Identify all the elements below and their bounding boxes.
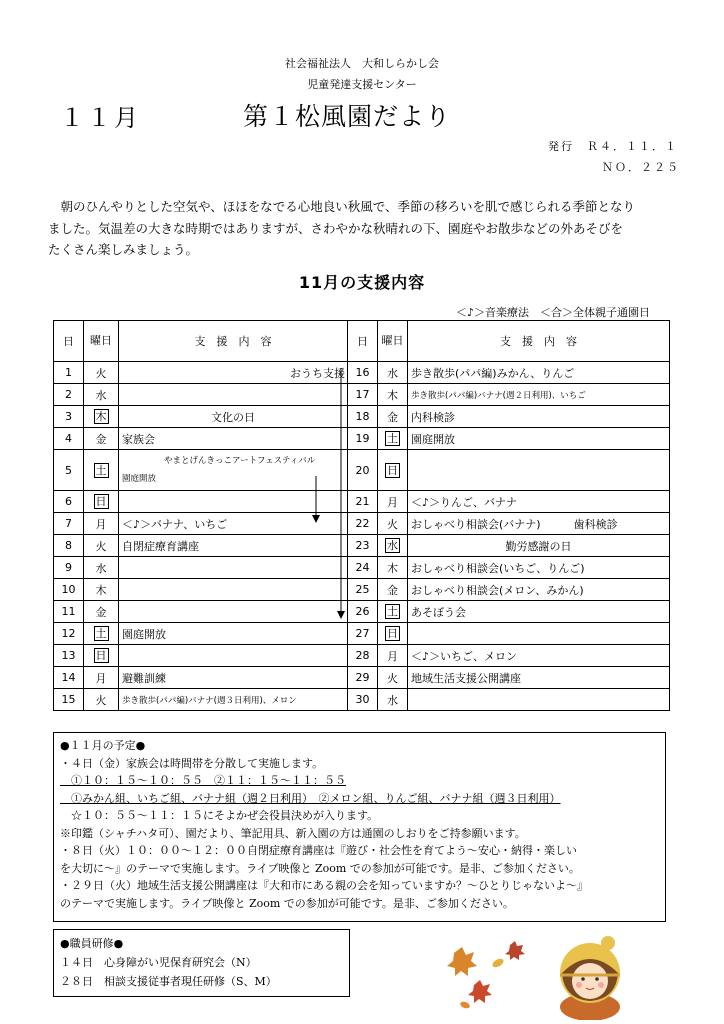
weekday: 月 [378,491,408,513]
holiday-weekday-box: 日 [387,627,398,640]
weekday: 木 [378,384,408,406]
weekday: 水 [84,557,119,579]
weekday: 水 [378,362,408,384]
header-day: 日 [54,321,84,362]
center-name: 児童発達支援センター [307,78,417,91]
day-number: 17 [348,384,378,406]
support-content: 歩き散歩(パパ編)バナナ(週２日利用)、いちご [408,384,670,406]
schedule-line: ・８日（火）１０：００〜１２：００自閉症療育講座は『遊び・社会性を育てよう〜安心・納得・楽しい [60,844,577,857]
holiday-weekday-box: 土 [95,463,107,477]
day-number: 15 [54,689,84,711]
weekday: 水 [84,384,119,406]
support-content: おうち支援 [119,362,348,384]
support-content: 家族会 [119,428,348,450]
day-number: 21 [348,491,378,513]
weekday: 金 [378,406,408,428]
header-weekday: 曜日 [84,321,119,362]
holiday-weekday-box: 土 [95,627,107,640]
schedule-box-title: ●１１月の予定● [60,739,146,752]
day-number: 19 [348,428,378,450]
intro-line: 朝のひんやりとした空気や、ほほをなでる心地良い秋風で、季節の移ろいを肌で感じられる季節となり [48,199,636,214]
issue-date: 発行 Ｒ４．１１．１ [548,140,678,153]
event-line: やまとげんきっこアートフェスティバル [164,456,316,466]
weekday: 火 [84,689,119,711]
schedule-line: ①みかん組、いちご組、バナナ組（週２日利用） ②メロン組、りんご組、バナナ組（週３日利用） [60,791,561,805]
girl-icon [560,936,620,1020]
day-number: 26 [348,601,378,623]
weekday: 月 [84,513,119,535]
weekday: 火 [378,513,408,535]
weekday: 木 [84,579,119,601]
header-content: 支 援 内 容 [119,321,348,362]
legend: ＜♪＞音楽療法 ＜合＞全体親子通園日 [456,306,651,319]
day-number: 24 [348,557,378,579]
day-number: 13 [54,645,84,667]
support-content: おしゃべり相談会(いちご、りんご) [408,557,670,579]
weekday: 水 [378,689,408,711]
weekday: 月 [378,645,408,667]
support-content: あそぼう会 [408,601,670,623]
holiday-weekday-box: 日 [95,649,107,662]
support-content: 避難訓練 [119,667,348,689]
day-number: 29 [348,667,378,689]
support-content: ＜♪＞りんご、バナナ [408,491,670,513]
event-line: 園庭開放 [122,474,157,484]
weekday: 月 [84,667,119,689]
arrow-icon [337,368,345,619]
schedule-line: ・４日（金）家族会は時間帯を分散して実施します。 [60,756,324,770]
day-number: 2 [54,384,84,406]
day-number: 10 [54,579,84,601]
weekday: 金 [378,579,408,601]
autumn-girl-illustration [440,925,640,1020]
day-number: 14 [54,667,84,689]
header-weekday: 曜日 [378,321,408,362]
schedule-line: を大切に〜』のテーマで実施します。ライブ映像と Zoom での参加が可能です。是非、ご参加ください。 [60,861,580,875]
weekday: 金 [84,428,119,450]
staff-training-box [53,929,350,997]
falling-leaves-icon [447,941,525,1010]
support-content: 自閉症療育講座 [119,535,348,557]
weekday: 火 [84,362,119,384]
day-number: 28 [348,645,378,667]
support-content: 園庭開放 [408,428,670,450]
day-number: 22 [348,513,378,535]
day-number: 23 [348,535,378,557]
support-content: 文化の日 [119,406,348,428]
support-content: ＜♪＞いちご、メロン [408,645,670,667]
day-number: 6 [54,491,84,513]
arrow-icon [312,476,320,523]
day-number: 25 [348,579,378,601]
day-number: 5 [54,450,84,491]
schedule-line: ①１０：１５〜１０：５５ ②１１：１５〜１１：５５ [60,774,346,787]
day-number: 18 [348,406,378,428]
issue-number: ＮＯ．２２５ [602,161,680,174]
intro-line: ました。気温差の大きな時期ではありますが、さわやかな秋晴れの下、園庭やお散歩などの外あそびを [48,220,624,236]
schedule-line: ☆１０：５５〜１１：１５にそよかぜ会役員決めが入ります。 [60,809,379,822]
training-title: ●職員研修● [60,937,124,950]
day-number: 12 [54,623,84,645]
support-content: 地域生活支援公開講座 [408,667,670,689]
header-content: 支 援 内 容 [408,321,670,362]
weekday: 木 [378,557,408,579]
org-name: 社会福祉法人 大和しらかし会 [285,57,439,70]
day-number: 8 [54,535,84,557]
holiday-weekday-box: 日 [95,495,107,508]
support-content: おしゃべり相談会(バナナ) 歯科検診 [408,513,670,535]
newsletter-title: 第１松風園だより [243,102,452,131]
training-line: １４日 心身障がい児保育研究会（N） [60,956,257,969]
section-title: 11月の支援内容 [298,273,426,292]
support-content: ＜♪＞バナナ、いちご [119,513,348,535]
support-content: おしゃべり相談会(メロン、みかん) [408,579,670,601]
support-content: 歩き散歩(パパ編)バナナ(週３日利用)、メロン [119,689,348,711]
monthly-schedule-box [53,732,666,922]
weekday: 火 [84,535,119,557]
holiday-weekday-box: 木 [95,410,107,423]
weekday: 火 [378,667,408,689]
support-content: 園庭開放 [119,623,348,645]
day-number: 11 [54,601,84,623]
holiday-weekday-box: 水 [387,539,398,552]
day-number: 9 [54,557,84,579]
day-number: 1 [54,362,84,384]
support-content: 勤労感謝の日 [408,535,670,557]
header-day: 日 [348,321,378,362]
holiday-weekday-box: 土 [387,605,398,618]
day-number: 27 [348,623,378,645]
holiday-weekday-box: 日 [387,463,398,477]
intro-line: たくさん楽しみましょう。 [48,242,199,257]
support-content: 内科検診 [408,406,670,428]
day-number: 16 [348,362,378,384]
day-number: 30 [348,689,378,711]
schedule-line: ※印鑑（シャチハタ可）、園だより、筆記用具、新入園の方は通園のしおりをご持参願います。 [60,826,526,840]
training-line: ２８日 相談支援従事者現任研修（S、M） [60,975,277,988]
schedule-line: ・２９日（火）地域生活支援公開講座は『大和市にある親の会を知っていますか？〜ひとりじゃないよ〜』 [60,879,588,892]
support-content: 歩き散歩(パパ編)みかん、りんご [408,362,670,384]
day-number: 3 [54,406,84,428]
schedule-line: のテーマで実施します。ライブ映像と Zoom での参加が可能です。是非、ご参加ください。 [60,896,514,910]
month-label: １１月 [60,104,141,132]
day-number: 7 [54,513,84,535]
day-number: 4 [54,428,84,450]
holiday-weekday-box: 土 [387,432,398,445]
day-number: 20 [348,450,378,491]
weekday: 金 [84,601,119,623]
